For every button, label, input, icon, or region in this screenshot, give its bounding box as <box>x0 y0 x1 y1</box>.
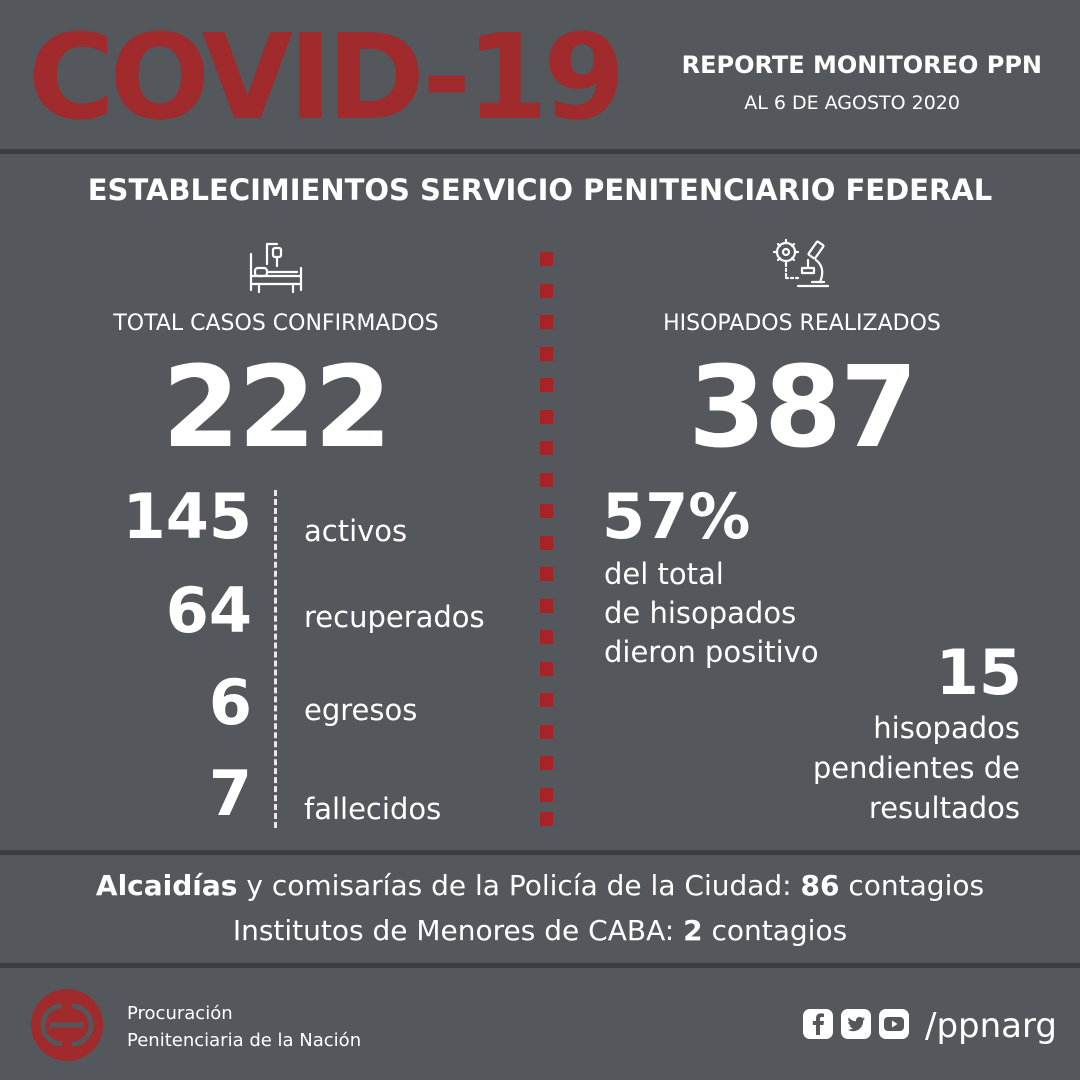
divider-dot <box>540 567 553 581</box>
divider-dot <box>540 473 553 487</box>
divider-dot <box>540 536 553 550</box>
pending-text <box>720 708 1020 828</box>
divider-dot <box>540 410 553 424</box>
stats-divider <box>274 490 277 828</box>
org-name <box>127 1000 361 1054</box>
pending-line: resultados <box>868 791 1020 825</box>
report-date: AL 6 DE AGOSTO 2020 <box>744 92 960 114</box>
twitter-icon[interactable] <box>840 1008 872 1040</box>
divider-dot <box>540 347 553 361</box>
hospital-bed-icon <box>245 240 305 296</box>
divider-dot <box>540 630 553 644</box>
report-title: REPORTE MONITOREO PPN <box>681 51 1042 79</box>
footer-bold: 2 <box>683 914 703 947</box>
swabs-value: 387 <box>688 343 916 473</box>
footer-text: contagios <box>839 869 985 902</box>
percent-line: de hisopados <box>604 596 797 630</box>
top-divider <box>0 149 1080 154</box>
divider-dot <box>540 284 553 298</box>
discharged-label: egresos <box>304 693 418 727</box>
minors-contagions <box>0 914 1080 948</box>
swabs-label: HISOPADOS REALIZADOS <box>663 311 941 336</box>
percent-line: del total <box>604 557 724 591</box>
footer-top-divider <box>0 850 1080 855</box>
footer-text: Institutos de Menores de CABA: <box>232 914 684 947</box>
divider-dot <box>540 504 553 518</box>
percent-line: dieron positivo <box>604 635 819 669</box>
deceased-value: 7 <box>208 757 252 830</box>
social-icons <box>802 1008 912 1044</box>
section-title: ESTABLECIMIENTOS SERVICIO PENITENCIARIO FEDERAL <box>87 173 993 207</box>
facebook-icon[interactable] <box>802 1008 834 1040</box>
divider-dot <box>540 315 553 329</box>
divider-dot <box>540 788 553 802</box>
ppn-logo <box>30 988 104 1062</box>
footer-text: y comisarías de la Policía de la Ciudad: <box>237 869 801 902</box>
divider-dot <box>540 378 553 392</box>
active-value: 145 <box>122 480 252 553</box>
divider-dot <box>540 662 553 676</box>
deceased-label: fallecidos <box>304 792 442 826</box>
pending-value: 15 <box>935 636 1022 709</box>
positive-percent: 57% <box>602 480 751 553</box>
divider-dot <box>540 599 553 613</box>
pending-line: hisopados <box>873 711 1020 745</box>
footer-bottom-divider <box>0 963 1080 968</box>
discharged-value: 6 <box>208 666 252 739</box>
police-contagions <box>0 869 1080 903</box>
recovered-value: 64 <box>165 574 252 647</box>
divider-dot <box>540 725 553 739</box>
page-title: COVID-19 <box>28 8 621 146</box>
org-line: Penitenciaria de la Nación <box>127 1030 362 1051</box>
recovered-label: recuperados <box>304 600 485 634</box>
active-label: activos <box>304 514 408 548</box>
youtube-icon[interactable] <box>878 1008 910 1040</box>
footer-bold: Alcaidías <box>95 869 238 902</box>
footer-text: contagios <box>702 914 848 947</box>
divider-dot <box>540 441 553 455</box>
total-cases-value: 222 <box>162 343 390 473</box>
total-cases-label: TOTAL CASOS CONFIRMADOS <box>113 311 439 336</box>
divider-dot <box>540 252 553 266</box>
microscope-icon <box>772 238 832 294</box>
divider-dot <box>540 812 553 826</box>
divider-dot <box>540 756 553 770</box>
footer-bold: 86 <box>800 869 840 902</box>
social-handle[interactable]: /ppnarg <box>925 1006 1057 1046</box>
org-line: Procuración <box>127 1003 233 1024</box>
pending-line: pendientes de <box>812 751 1020 785</box>
divider-dot <box>540 693 553 707</box>
